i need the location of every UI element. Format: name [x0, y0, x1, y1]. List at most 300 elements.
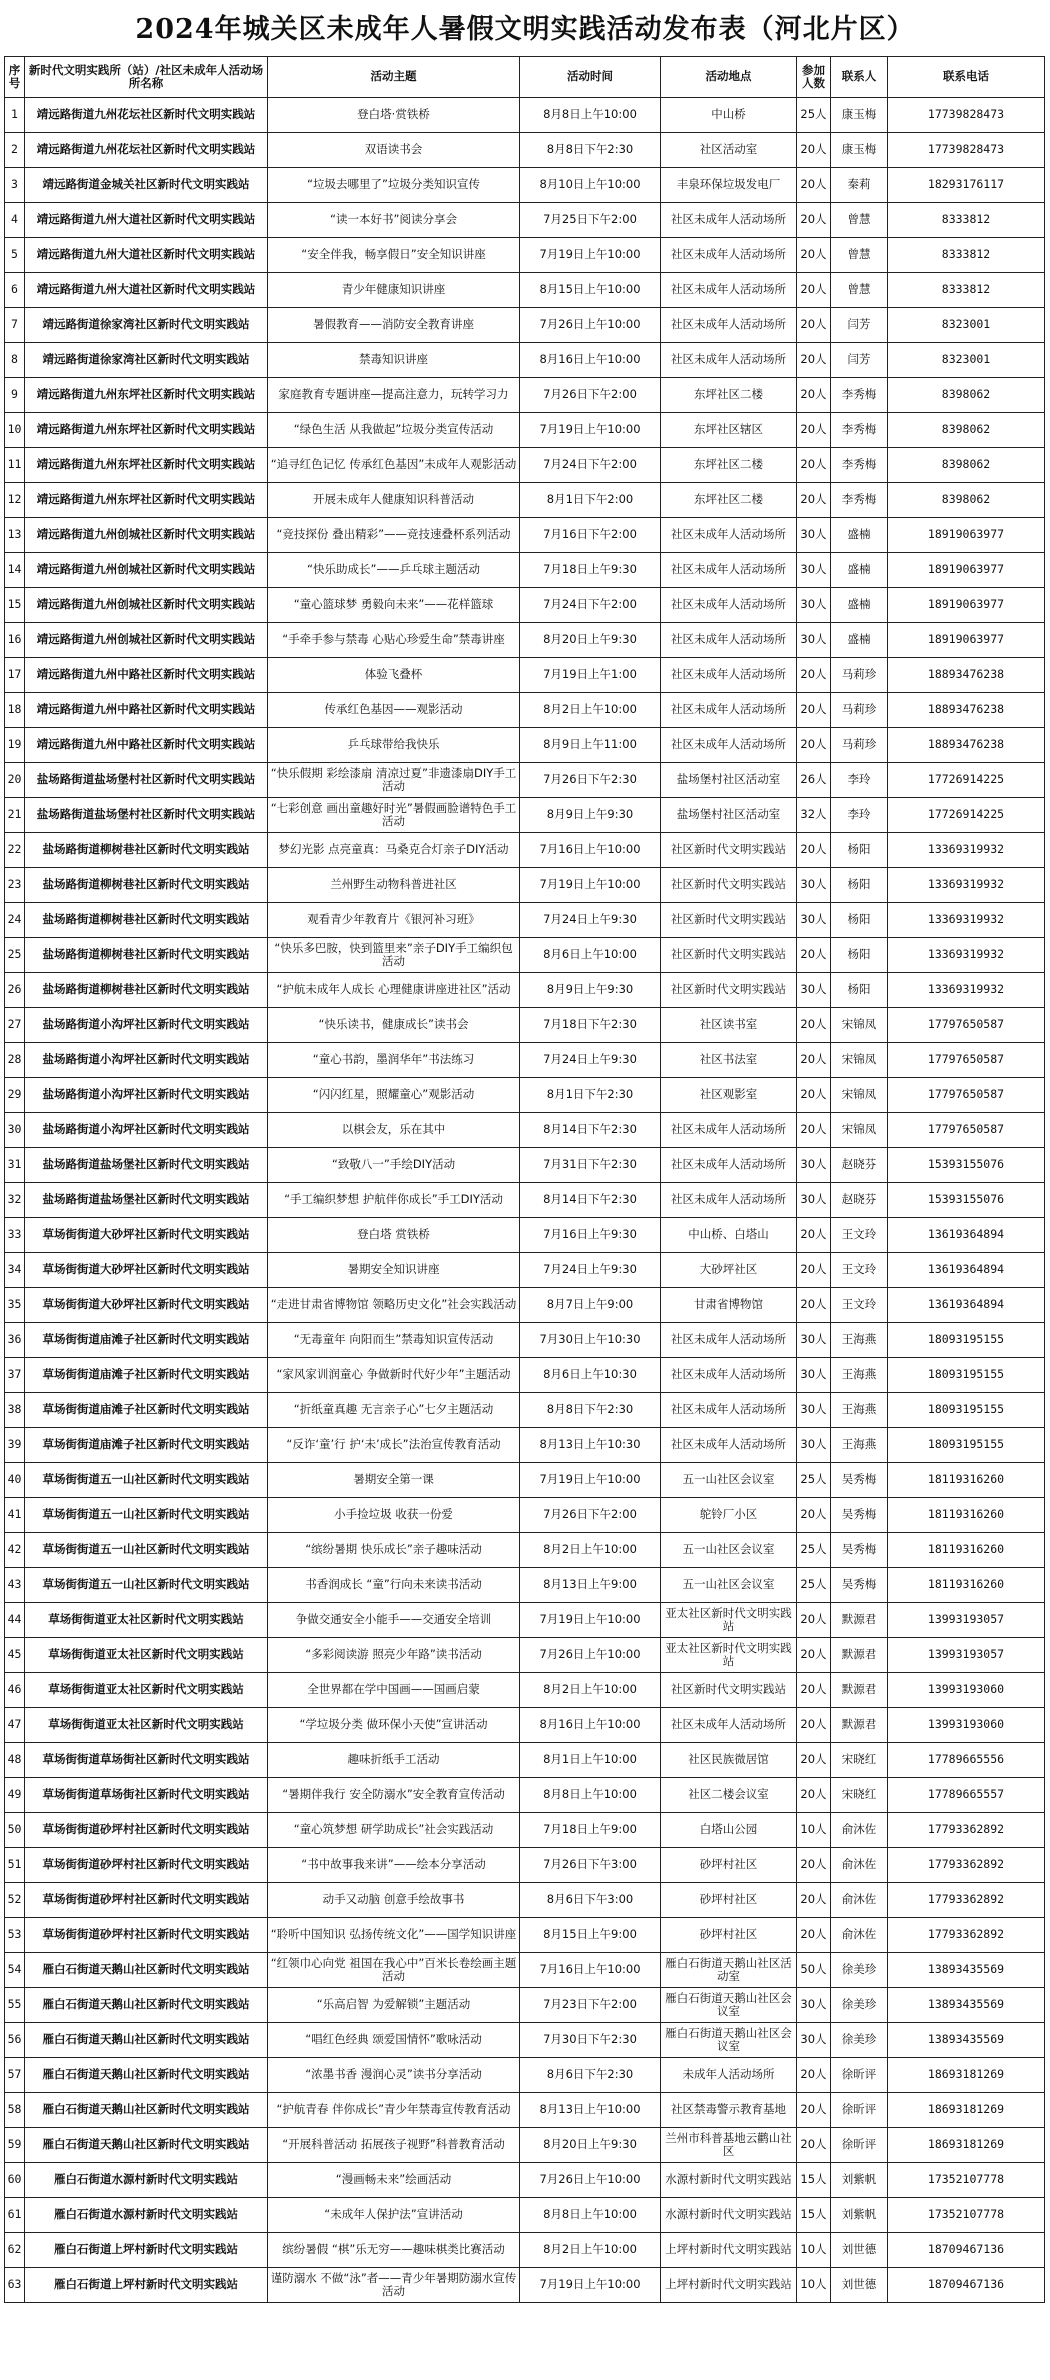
row-contact-cell: 马莉珍 — [831, 693, 888, 728]
row-no-cell: 2 — [5, 133, 25, 168]
row-phone-cell: 18293176117 — [888, 168, 1045, 203]
row-org-cell: 草场街街道五一山社区新时代文明实践站 — [25, 1533, 268, 1568]
table-row — [5, 1568, 1045, 1603]
row-org-cell: 靖远路街道九州大道社区新时代文明实践站 — [25, 273, 268, 308]
row-no-cell: 8 — [5, 343, 25, 378]
table-row — [5, 1323, 1045, 1358]
table-row — [5, 1848, 1045, 1883]
row-time-cell: 8月6日下午2:30 — [520, 2058, 661, 2093]
row-phone-cell: 17726914225 — [888, 798, 1045, 833]
row-count-cell: 20人 — [797, 1918, 831, 1953]
row-count-cell: 20人 — [797, 448, 831, 483]
row-org-cell: 靖远路街道九州大道社区新时代文明实践站 — [25, 238, 268, 273]
row-contact-cell: 王海燕 — [831, 1323, 888, 1358]
row-count-cell: 20人 — [797, 1253, 831, 1288]
table-row — [5, 1393, 1045, 1428]
row-org-cell: 盐场路街道小沟坪社区新时代文明实践站 — [25, 1043, 268, 1078]
row-place-cell: 东坪社区二楼 — [661, 378, 797, 413]
row-theme-cell: 观看青少年教育片《银河补习班》 — [268, 903, 520, 938]
row-place-cell: 社区未成年人活动场所 — [661, 1148, 797, 1183]
row-contact-cell: 徐美珍 — [831, 1988, 888, 2023]
row-no-cell: 55 — [5, 1988, 25, 2023]
row-place-cell: 社区未成年人活动场所 — [661, 1358, 797, 1393]
row-phone-cell: 17726914225 — [888, 763, 1045, 798]
row-org-cell: 草场街街道亚太社区新时代文明实践站 — [25, 1638, 268, 1673]
row-theme-cell: “护航青春 伴你成长”青少年禁毒宣传教育活动 — [268, 2093, 520, 2128]
row-org-cell: 靖远路街道九州创城社区新时代文明实践站 — [25, 623, 268, 658]
table-row — [5, 1953, 1045, 1988]
row-place-cell: 水源村新时代文明实践站 — [661, 2198, 797, 2233]
row-org-cell: 盐场路街道小沟坪社区新时代文明实践站 — [25, 1008, 268, 1043]
row-place-cell: 社区新时代文明实践站 — [661, 973, 797, 1008]
row-phone-cell: 8398062 — [888, 413, 1045, 448]
row-time-cell: 8月9日上午9:30 — [520, 973, 661, 1008]
table-row — [5, 973, 1045, 1008]
row-theme-cell: 体验飞叠杯 — [268, 658, 520, 693]
table-row — [5, 378, 1045, 413]
row-phone-cell: 13369319932 — [888, 903, 1045, 938]
row-place-cell: 砂坪村社区 — [661, 1918, 797, 1953]
row-phone-cell: 8333812 — [888, 273, 1045, 308]
row-place-cell: 社区新时代文明实践站 — [661, 833, 797, 868]
row-org-cell: 雁白石街道天鹅山社区新时代文明实践站 — [25, 2058, 268, 2093]
row-org-cell: 雁白石街道水源村新时代文明实践站 — [25, 2198, 268, 2233]
table-row — [5, 658, 1045, 693]
row-org-cell: 盐场路街道盐场堡村社区新时代文明实践站 — [25, 798, 268, 833]
row-theme-cell: 暑期安全知识讲座 — [268, 1253, 520, 1288]
row-time-cell: 7月16日上午10:00 — [520, 833, 661, 868]
table-row — [5, 1498, 1045, 1533]
row-time-cell: 7月19日上午10:00 — [520, 2268, 661, 2303]
row-phone-cell: 13893435569 — [888, 1953, 1045, 1988]
row-phone-cell: 13369319932 — [888, 868, 1045, 903]
row-org-cell: 靖远路街道九州东坪社区新时代文明实践站 — [25, 448, 268, 483]
row-time-cell: 7月18日上午9:00 — [520, 1813, 661, 1848]
row-phone-cell: 17793362892 — [888, 1813, 1045, 1848]
table-row — [5, 1743, 1045, 1778]
row-no-cell: 30 — [5, 1113, 25, 1148]
table-row — [5, 1918, 1045, 1953]
row-theme-cell: “七彩创意 画出童趣好时光”暑假画脸谱特色手工活动 — [268, 798, 520, 833]
table-row — [5, 1043, 1045, 1078]
row-count-cell: 10人 — [797, 2233, 831, 2268]
row-contact-cell: 杨阳 — [831, 938, 888, 973]
table-row — [5, 238, 1045, 273]
row-phone-cell: 8398062 — [888, 378, 1045, 413]
row-count-cell: 20人 — [797, 168, 831, 203]
row-count-cell: 20人 — [797, 658, 831, 693]
row-no-cell: 38 — [5, 1393, 25, 1428]
row-time-cell: 7月19日上午10:00 — [520, 868, 661, 903]
row-contact-cell: 王文玲 — [831, 1288, 888, 1323]
row-count-cell: 20人 — [797, 1498, 831, 1533]
header-time: 活动时间 — [520, 57, 661, 98]
row-contact-cell: 默源君 — [831, 1708, 888, 1743]
row-time-cell: 8月1日下午2:00 — [520, 483, 661, 518]
row-no-cell: 20 — [5, 763, 25, 798]
row-time-cell: 8月13日上午10:00 — [520, 2093, 661, 2128]
row-count-cell: 20人 — [797, 1043, 831, 1078]
row-org-cell: 靖远路街道九州东坪社区新时代文明实践站 — [25, 378, 268, 413]
row-place-cell: 社区未成年人活动场所 — [661, 308, 797, 343]
row-count-cell: 50人 — [797, 1953, 831, 1988]
row-theme-cell: 禁毒知识讲座 — [268, 343, 520, 378]
row-phone-cell: 18119316260 — [888, 1568, 1045, 1603]
row-place-cell: 东坪社区辖区 — [661, 413, 797, 448]
row-no-cell: 15 — [5, 588, 25, 623]
table-row — [5, 273, 1045, 308]
row-no-cell: 22 — [5, 833, 25, 868]
table-row — [5, 1288, 1045, 1323]
row-place-cell: 社区未成年人活动场所 — [661, 1708, 797, 1743]
row-place-cell: 甘肃省博物馆 — [661, 1288, 797, 1323]
row-time-cell: 8月14日下午2:30 — [520, 1113, 661, 1148]
row-time-cell: 7月25日下午2:00 — [520, 203, 661, 238]
row-no-cell: 11 — [5, 448, 25, 483]
row-phone-cell: 8398062 — [888, 448, 1045, 483]
row-count-cell: 30人 — [797, 1323, 831, 1358]
row-org-cell: 雁白石街道天鹅山社区新时代文明实践站 — [25, 2023, 268, 2058]
row-no-cell: 14 — [5, 553, 25, 588]
row-theme-cell: 以棋会友，乐在其中 — [268, 1113, 520, 1148]
row-org-cell: 盐场路街道柳树巷社区新时代文明实践站 — [25, 833, 268, 868]
row-contact-cell: 盛楠 — [831, 518, 888, 553]
table-row — [5, 343, 1045, 378]
table-row — [5, 2128, 1045, 2163]
table-row — [5, 938, 1045, 973]
table-row — [5, 868, 1045, 903]
row-org-cell: 靖远路街道九州创城社区新时代文明实践站 — [25, 588, 268, 623]
row-count-cell: 30人 — [797, 2023, 831, 2058]
row-no-cell: 41 — [5, 1498, 25, 1533]
row-place-cell: 社区未成年人活动场所 — [661, 1323, 797, 1358]
row-phone-cell: 17352107778 — [888, 2163, 1045, 2198]
row-contact-cell: 曾慧 — [831, 273, 888, 308]
row-count-cell: 30人 — [797, 1393, 831, 1428]
row-org-cell: 草场街街道五一山社区新时代文明实践站 — [25, 1463, 268, 1498]
row-time-cell: 7月30日下午2:30 — [520, 2023, 661, 2058]
row-place-cell: 社区未成年人活动场所 — [661, 658, 797, 693]
row-org-cell: 靖远路街道九州大道社区新时代文明实践站 — [25, 203, 268, 238]
row-org-cell: 草场街街道庙滩子社区新时代文明实践站 — [25, 1323, 268, 1358]
row-count-cell: 20人 — [797, 2093, 831, 2128]
row-phone-cell: 18919063977 — [888, 518, 1045, 553]
table-row — [5, 1463, 1045, 1498]
header-no: 序号 — [5, 57, 25, 98]
row-org-cell: 靖远路街道九州中路社区新时代文明实践站 — [25, 658, 268, 693]
row-no-cell: 56 — [5, 2023, 25, 2058]
row-phone-cell: 17789665557 — [888, 1778, 1045, 1813]
row-theme-cell: 乒乓球带给我快乐 — [268, 728, 520, 763]
row-time-cell: 7月26日下午2:00 — [520, 1498, 661, 1533]
row-count-cell: 20人 — [797, 273, 831, 308]
row-time-cell: 8月6日下午3:00 — [520, 1883, 661, 1918]
row-phone-cell: 8333812 — [888, 238, 1045, 273]
row-theme-cell: “漫画畅未来”绘画活动 — [268, 2163, 520, 2198]
row-org-cell: 草场街街道大砂坪社区新时代文明实践站 — [25, 1253, 268, 1288]
row-count-cell: 30人 — [797, 623, 831, 658]
table-row — [5, 2093, 1045, 2128]
row-theme-cell: 趣味折纸手工活动 — [268, 1743, 520, 1778]
row-count-cell: 30人 — [797, 903, 831, 938]
row-no-cell: 60 — [5, 2163, 25, 2198]
row-phone-cell: 8323001 — [888, 343, 1045, 378]
row-org-cell: 草场街街道亚太社区新时代文明实践站 — [25, 1708, 268, 1743]
row-count-cell: 20人 — [797, 203, 831, 238]
row-theme-cell: 动手又动脑 创意手绘故事书 — [268, 1883, 520, 1918]
row-contact-cell: 杨阳 — [831, 903, 888, 938]
row-phone-cell: 17793362892 — [888, 1918, 1045, 1953]
row-count-cell: 20人 — [797, 693, 831, 728]
row-place-cell: 社区未成年人活动场所 — [661, 1113, 797, 1148]
row-phone-cell: 17739828473 — [888, 133, 1045, 168]
row-theme-cell: “开展科普活动 拓展孩子视野”科普教育活动 — [268, 2128, 520, 2163]
row-org-cell: 草场街街道大砂坪社区新时代文明实践站 — [25, 1288, 268, 1323]
table-row — [5, 2268, 1045, 2303]
row-theme-cell: 谨防溺水 不做“泳”者——青少年暑期防溺水宣传活动 — [268, 2268, 520, 2303]
row-phone-cell: 18893476238 — [888, 693, 1045, 728]
table-row — [5, 1673, 1045, 1708]
row-count-cell: 20人 — [797, 238, 831, 273]
row-no-cell: 33 — [5, 1218, 25, 1253]
row-no-cell: 27 — [5, 1008, 25, 1043]
row-place-cell: 上坪村新时代文明实践站 — [661, 2233, 797, 2268]
row-no-cell: 47 — [5, 1708, 25, 1743]
row-phone-cell: 13993193060 — [888, 1708, 1045, 1743]
row-phone-cell: 17793362892 — [888, 1883, 1045, 1918]
table-row — [5, 1778, 1045, 1813]
row-org-cell: 盐场路街道盐场堡社区新时代文明实践站 — [25, 1148, 268, 1183]
table-header-row — [5, 57, 1045, 98]
row-theme-cell: 登白塔 赏铁桥 — [268, 1218, 520, 1253]
row-org-cell: 靖远路街道金城关社区新时代文明实践站 — [25, 168, 268, 203]
table-row — [5, 1078, 1045, 1113]
row-contact-cell: 俞沐佐 — [831, 1918, 888, 1953]
row-place-cell: 雁白石街道天鹅山社区会议室 — [661, 2023, 797, 2058]
table-row — [5, 693, 1045, 728]
row-count-cell: 30人 — [797, 1988, 831, 2023]
row-phone-cell: 18693181269 — [888, 2128, 1045, 2163]
row-phone-cell: 8398062 — [888, 483, 1045, 518]
row-contact-cell: 徐昕评 — [831, 2093, 888, 2128]
row-no-cell: 57 — [5, 2058, 25, 2093]
row-place-cell: 社区未成年人活动场所 — [661, 203, 797, 238]
row-no-cell: 46 — [5, 1673, 25, 1708]
row-theme-cell: “红领巾心向党 祖国在我心中”百米长卷绘画主题活动 — [268, 1953, 520, 1988]
row-org-cell: 草场街街道庙滩子社区新时代文明实践站 — [25, 1358, 268, 1393]
row-time-cell: 8月9日上午9:30 — [520, 798, 661, 833]
row-count-cell: 30人 — [797, 973, 831, 1008]
row-phone-cell: 17797650587 — [888, 1043, 1045, 1078]
row-phone-cell: 13619364894 — [888, 1218, 1045, 1253]
row-count-cell: 30人 — [797, 1428, 831, 1463]
row-no-cell: 62 — [5, 2233, 25, 2268]
row-time-cell: 7月26日上午10:00 — [520, 308, 661, 343]
row-time-cell: 8月2日上午10:00 — [520, 1533, 661, 1568]
row-contact-cell: 徐昕评 — [831, 2058, 888, 2093]
row-org-cell: 草场街街道五一山社区新时代文明实践站 — [25, 1498, 268, 1533]
row-place-cell: 社区民族微居馆 — [661, 1743, 797, 1778]
row-no-cell: 44 — [5, 1603, 25, 1638]
row-phone-cell: 17793362892 — [888, 1848, 1045, 1883]
row-no-cell: 3 — [5, 168, 25, 203]
row-place-cell: 社区未成年人活动场所 — [661, 238, 797, 273]
row-phone-cell: 18919063977 — [888, 553, 1045, 588]
row-phone-cell: 17789665556 — [888, 1743, 1045, 1778]
row-org-cell: 盐场路街道盐场堡社区新时代文明实践站 — [25, 1183, 268, 1218]
table-row — [5, 1813, 1045, 1848]
row-theme-cell: “竞技探份 叠出精彩”——竞技速叠杯系列活动 — [268, 518, 520, 553]
row-phone-cell: 13893435569 — [888, 1988, 1045, 2023]
row-theme-cell: “读一本好书”阅读分享会 — [268, 203, 520, 238]
row-contact-cell: 康玉梅 — [831, 133, 888, 168]
table-row — [5, 1988, 1045, 2023]
row-org-cell: 靖远路街道九州创城社区新时代文明实践站 — [25, 518, 268, 553]
row-theme-cell: 书香润成长 “童”行向未来读书活动 — [268, 1568, 520, 1603]
row-theme-cell: 全世界都在学中国画——国画启蒙 — [268, 1673, 520, 1708]
row-phone-cell: 18119316260 — [888, 1498, 1045, 1533]
row-contact-cell: 曾慧 — [831, 203, 888, 238]
row-time-cell: 7月24日上午9:30 — [520, 903, 661, 938]
row-time-cell: 8月7日上午9:00 — [520, 1288, 661, 1323]
row-count-cell: 25人 — [797, 1568, 831, 1603]
row-theme-cell: 兰州野生动物科普进社区 — [268, 868, 520, 903]
row-place-cell: 社区未成年人活动场所 — [661, 623, 797, 658]
row-phone-cell: 13993193057 — [888, 1638, 1045, 1673]
row-phone-cell: 13993193057 — [888, 1603, 1045, 1638]
row-org-cell: 靖远路街道九州中路社区新时代文明实践站 — [25, 728, 268, 763]
row-time-cell: 7月16日上午9:30 — [520, 1218, 661, 1253]
row-time-cell: 8月15日上午9:00 — [520, 1918, 661, 1953]
row-time-cell: 8月13日上午10:30 — [520, 1428, 661, 1463]
row-no-cell: 48 — [5, 1743, 25, 1778]
row-place-cell: 社区未成年人活动场所 — [661, 588, 797, 623]
row-contact-cell: 吴秀梅 — [831, 1463, 888, 1498]
row-count-cell: 15人 — [797, 2163, 831, 2198]
table-row — [5, 1883, 1045, 1918]
table-row — [5, 483, 1045, 518]
table-row — [5, 1148, 1045, 1183]
table-row — [5, 2058, 1045, 2093]
row-phone-cell: 13619364894 — [888, 1288, 1045, 1323]
row-time-cell: 8月6日上午10:00 — [520, 938, 661, 973]
row-count-cell: 26人 — [797, 763, 831, 798]
row-phone-cell: 17797650587 — [888, 1078, 1045, 1113]
row-count-cell: 30人 — [797, 1148, 831, 1183]
row-contact-cell: 康玉梅 — [831, 98, 888, 133]
row-place-cell: 社区新时代文明实践站 — [661, 1673, 797, 1708]
row-org-cell: 草场街街道五一山社区新时代文明实践站 — [25, 1568, 268, 1603]
row-phone-cell: 13369319932 — [888, 973, 1045, 1008]
row-phone-cell: 18093195155 — [888, 1393, 1045, 1428]
row-theme-cell: 家庭教育专题讲座—提高注意力，玩转学习力 — [268, 378, 520, 413]
table-row — [5, 1428, 1045, 1463]
row-phone-cell: 8333812 — [888, 203, 1045, 238]
row-count-cell: 25人 — [797, 1463, 831, 1498]
row-count-cell: 30人 — [797, 868, 831, 903]
table-row — [5, 1638, 1045, 1673]
row-theme-cell: “反诈‘童’行 护‘未’成长”法治宣传教育活动 — [268, 1428, 520, 1463]
row-place-cell: 未成年人活动场所 — [661, 2058, 797, 2093]
row-org-cell: 雁白石街道天鹅山社区新时代文明实践站 — [25, 2128, 268, 2163]
row-time-cell: 7月24日上午9:30 — [520, 1043, 661, 1078]
row-org-cell: 盐场路街道柳树巷社区新时代文明实践站 — [25, 938, 268, 973]
row-theme-cell: 争做交通安全小能手——交通安全培训 — [268, 1603, 520, 1638]
row-theme-cell: “快乐助成长”——乒乓球主题活动 — [268, 553, 520, 588]
row-phone-cell: 18693181269 — [888, 2058, 1045, 2093]
row-time-cell: 8月14日下午2:30 — [520, 1183, 661, 1218]
row-theme-cell: “暑期伴我行 安全防溺水”安全教育宣传活动 — [268, 1778, 520, 1813]
row-phone-cell: 13993193060 — [888, 1673, 1045, 1708]
row-theme-cell: 开展未成年人健康知识科普活动 — [268, 483, 520, 518]
row-org-cell: 草场街街道大砂坪社区新时代文明实践站 — [25, 1218, 268, 1253]
row-contact-cell: 默源君 — [831, 1638, 888, 1673]
row-no-cell: 1 — [5, 98, 25, 133]
row-theme-cell: “闪闪红星，照耀童心”观影活动 — [268, 1078, 520, 1113]
row-time-cell: 8月16日上午10:00 — [520, 1708, 661, 1743]
row-phone-cell: 18709467136 — [888, 2233, 1045, 2268]
row-theme-cell: “致敬八一”手绘DIY活动 — [268, 1148, 520, 1183]
row-count-cell: 30人 — [797, 553, 831, 588]
table-row — [5, 2233, 1045, 2268]
row-contact-cell: 秦莉 — [831, 168, 888, 203]
row-org-cell: 草场街街道亚太社区新时代文明实践站 — [25, 1603, 268, 1638]
row-theme-cell: “快乐多巴胺，快到篮里来”亲子DIY手工编织包活动 — [268, 938, 520, 973]
row-contact-cell: 王文玲 — [831, 1218, 888, 1253]
row-theme-cell: “唱红色经典 颂爱国情怀”歌咏活动 — [268, 2023, 520, 2058]
row-place-cell: 社区未成年人活动场所 — [661, 343, 797, 378]
row-contact-cell: 宋锦凤 — [831, 1008, 888, 1043]
row-theme-cell: “绿色生活 从我做起”垃圾分类宣传活动 — [268, 413, 520, 448]
row-theme-cell: “走进甘肃省博物馆 领略历史文化”社会实践活动 — [268, 1288, 520, 1323]
row-theme-cell: 暑期安全第一课 — [268, 1463, 520, 1498]
row-count-cell: 20人 — [797, 1008, 831, 1043]
row-org-cell: 雁白石街道天鹅山社区新时代文明实践站 — [25, 1953, 268, 1988]
row-place-cell: 雁白石街道天鹅山社区会议室 — [661, 1988, 797, 2023]
row-org-cell: 盐场路街道小沟坪社区新时代文明实践站 — [25, 1113, 268, 1148]
row-org-cell: 草场街街道砂坪村社区新时代文明实践站 — [25, 1813, 268, 1848]
row-theme-cell: 传承红色基因——观影活动 — [268, 693, 520, 728]
row-contact-cell: 徐美珍 — [831, 1953, 888, 1988]
row-no-cell: 26 — [5, 973, 25, 1008]
row-phone-cell: 8323001 — [888, 308, 1045, 343]
row-theme-cell: “童心篮球梦 勇毅向未来”——花样篮球 — [268, 588, 520, 623]
table-row — [5, 2163, 1045, 2198]
row-org-cell: 盐场路街道柳树巷社区新时代文明实践站 — [25, 868, 268, 903]
row-place-cell: 社区未成年人活动场所 — [661, 1183, 797, 1218]
row-phone-cell: 17739828473 — [888, 98, 1045, 133]
row-no-cell: 53 — [5, 1918, 25, 1953]
row-theme-cell: 小手捡垃圾 收获一份爱 — [268, 1498, 520, 1533]
row-phone-cell: 17352107778 — [888, 2198, 1045, 2233]
row-no-cell: 23 — [5, 868, 25, 903]
row-org-cell: 靖远路街道九州花坛社区新时代文明实践站 — [25, 133, 268, 168]
row-no-cell: 42 — [5, 1533, 25, 1568]
row-time-cell: 7月26日上午10:00 — [520, 2163, 661, 2198]
row-time-cell: 8月20日上午9:30 — [520, 623, 661, 658]
table-row — [5, 798, 1045, 833]
row-contact-cell: 盛楠 — [831, 588, 888, 623]
row-theme-cell: “乐高启智 为爱解锁”主题活动 — [268, 1988, 520, 2023]
row-theme-cell: “缤纷暑期 快乐成长”亲子趣味活动 — [268, 1533, 520, 1568]
row-no-cell: 37 — [5, 1358, 25, 1393]
row-org-cell: 草场街街道草场街社区新时代文明实践站 — [25, 1743, 268, 1778]
table-row — [5, 728, 1045, 763]
row-contact-cell: 徐昕评 — [831, 2128, 888, 2163]
row-time-cell: 7月26日下午2:30 — [520, 763, 661, 798]
row-contact-cell: 宋晓红 — [831, 1778, 888, 1813]
row-no-cell: 51 — [5, 1848, 25, 1883]
